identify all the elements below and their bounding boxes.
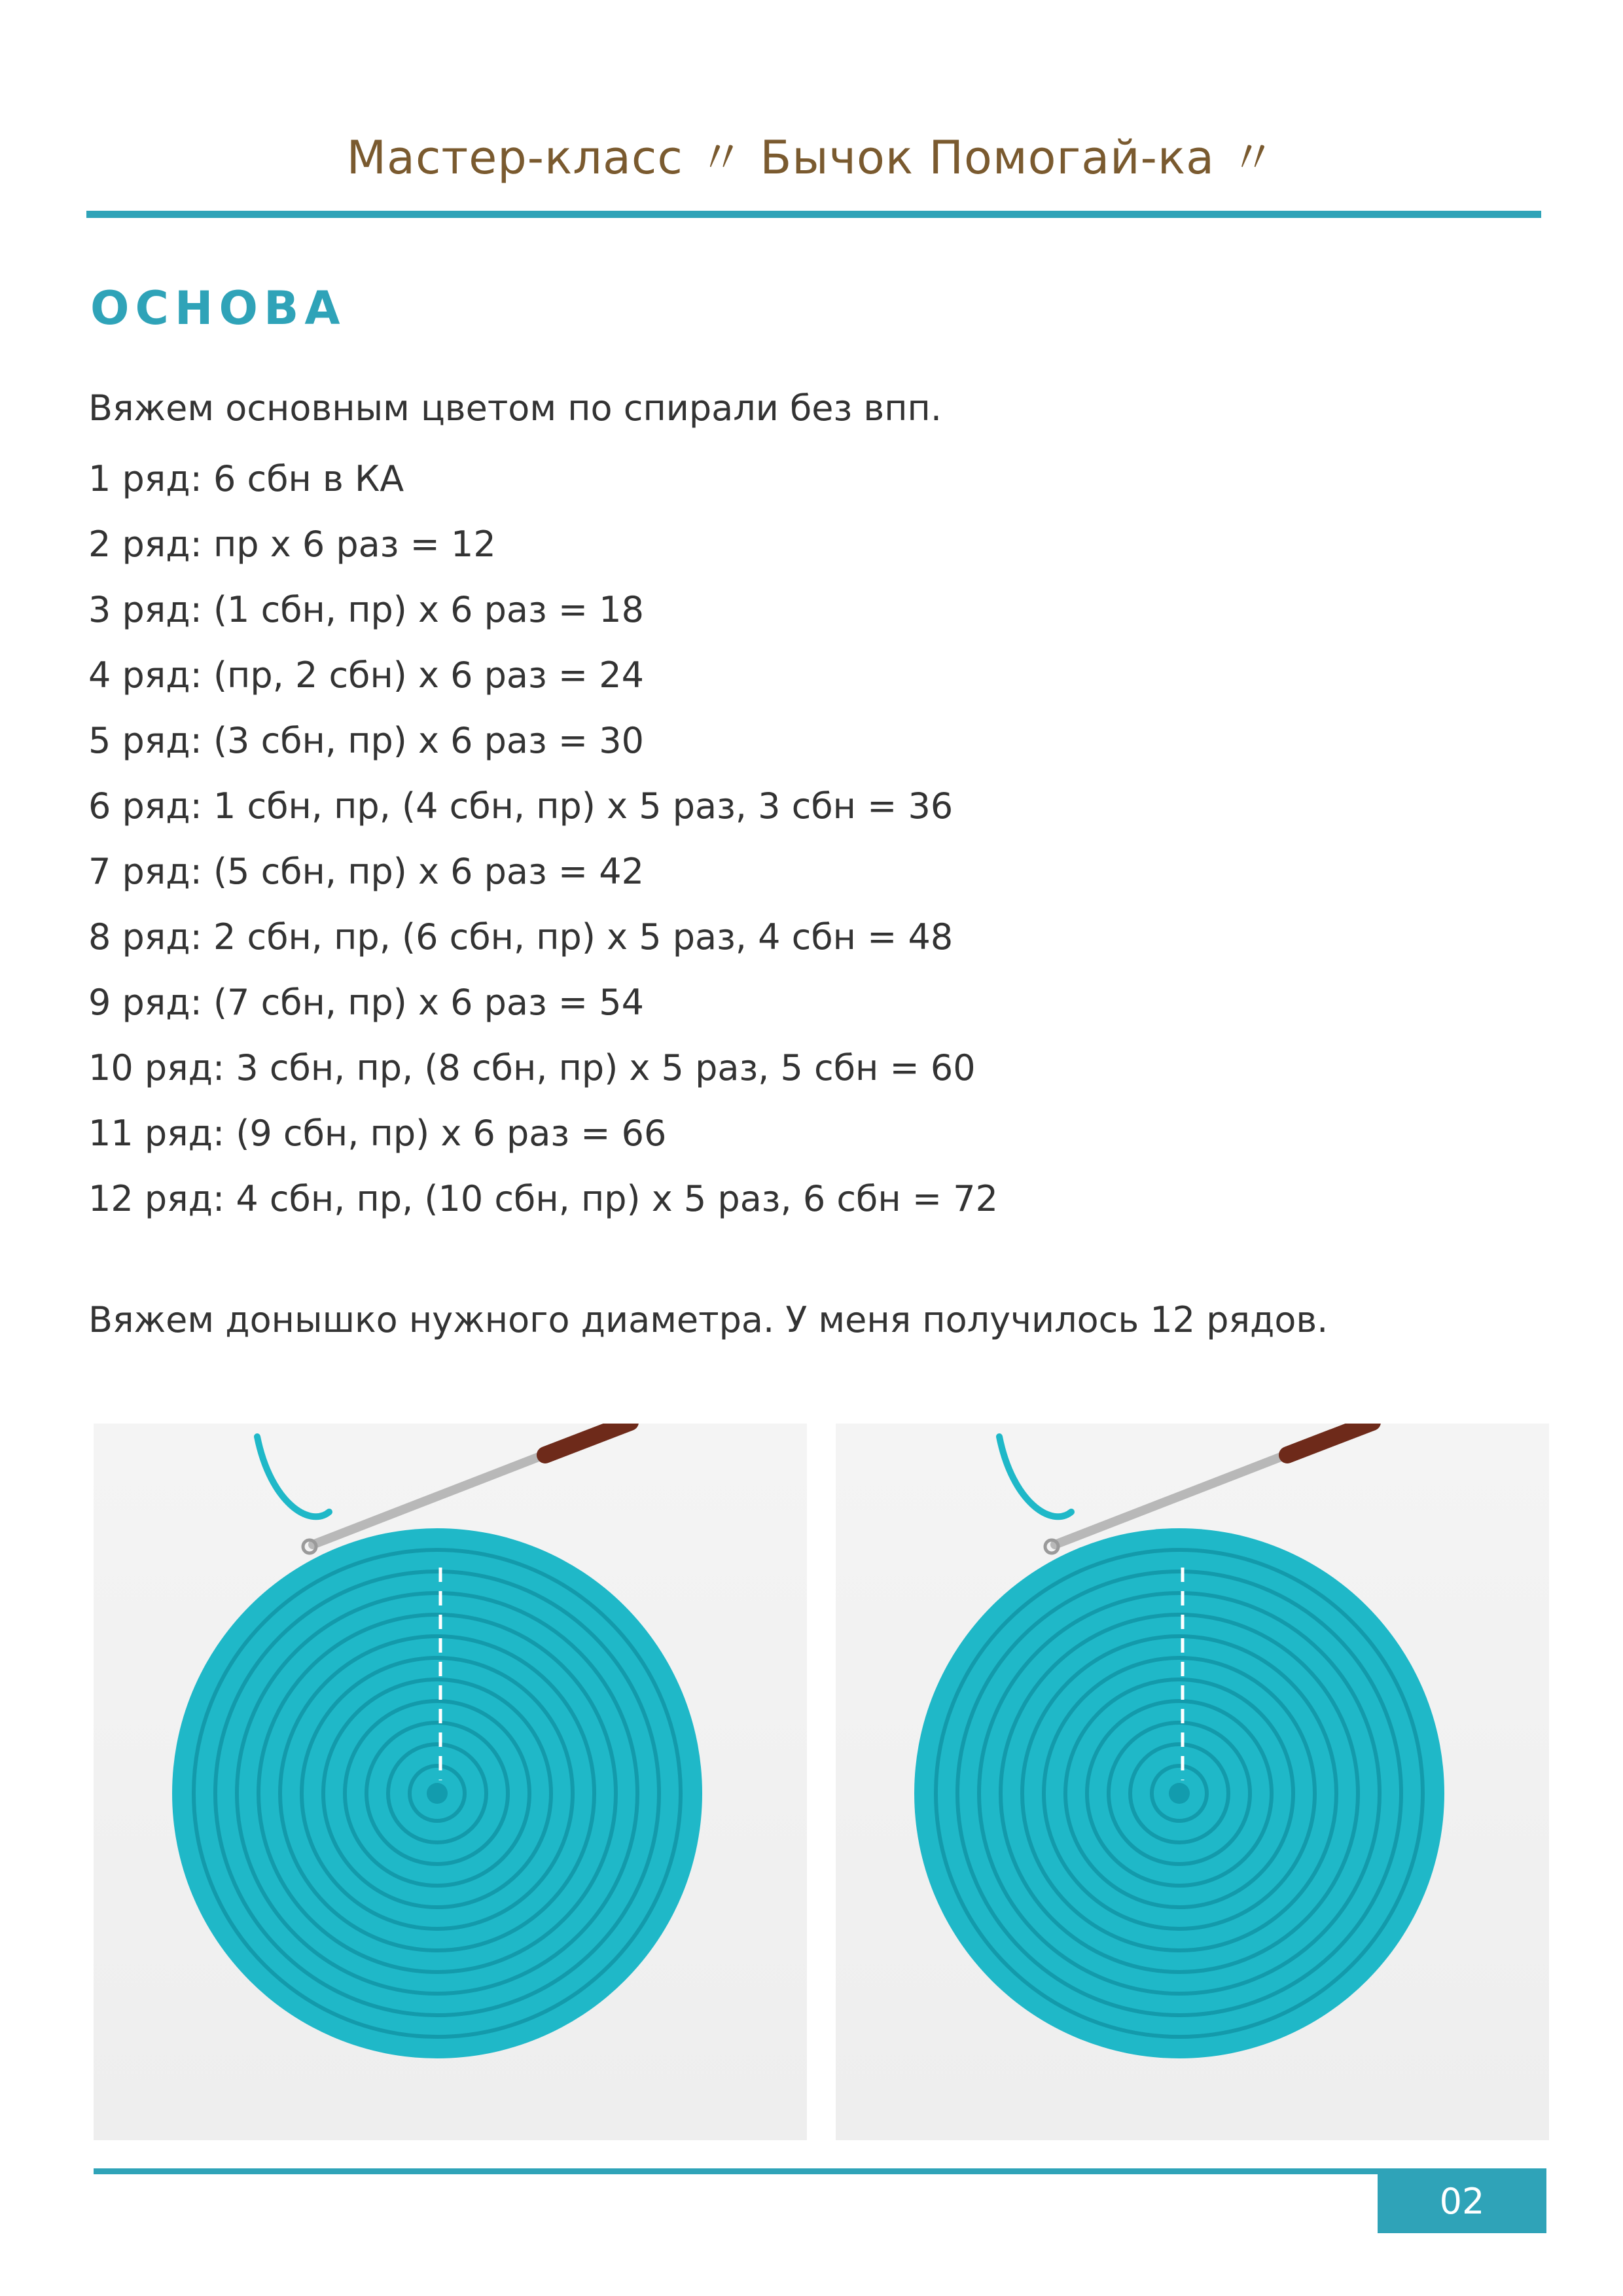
row-instruction: 4 ряд: (пр, 2 сбн) х 6 раз = 24 [88,655,645,696]
intro-text: Вяжем основным цветом по спирали без впп. [88,387,942,429]
row-instruction: 6 ряд: 1 сбн, пр, (4 сбн, пр) х 5 раз, 3 сбн = 36 [88,785,954,827]
row-instruction: 8 ряд: 2 сбн, пр, (6 сбн, пр) х 5 раз, 4 сбн = 48 [88,916,954,958]
page-number: 02 [1378,2169,1546,2233]
footer-divider [94,2168,1546,2174]
row-instruction: 2 ряд: пр х 6 раз = 12 [88,524,496,565]
row-instruction: 9 ряд: (7 сбн, пр) х 6 раз = 54 [88,982,645,1023]
row-instruction: 12 ряд: 4 сбн, пр, (10 сбн, пр) х 5 раз, 6 сбн = 72 [88,1178,998,1219]
crochet-circle-illustration [836,1424,1549,2140]
row-instruction: 3 ряд: (1 сбн, пр) х 6 раз = 18 [88,589,645,630]
crochet-photo-right [836,1424,1549,2140]
outro-text: Вяжем донышко нужного диаметра. У меня получилось 12 рядов. [88,1299,1329,1340]
row-instructions-list [88,454,998,1240]
crochet-circle-illustration [94,1424,807,2140]
row-instruction: 7 ряд: (5 сбн, пр) х 6 раз = 42 [88,851,645,892]
row-instruction: 5 ряд: (3 сбн, пр) х 6 раз = 30 [88,720,645,761]
section-heading: ОСНОВА [90,281,346,335]
row-instruction: 1 ряд: 6 сбн в КА [88,458,404,499]
row-instruction: 11 ряд: (9 сбн, пр) х 6 раз = 66 [88,1113,667,1154]
header-divider [86,211,1541,218]
document-title: Мастер-класс 〃 Бычок Помогай-ка 〃 [346,131,1277,185]
crochet-photo-left [94,1424,807,2140]
row-instruction: 10 ряд: 3 сбн, пр, (8 сбн, пр) х 5 раз, 5 сбн = 60 [88,1047,976,1088]
